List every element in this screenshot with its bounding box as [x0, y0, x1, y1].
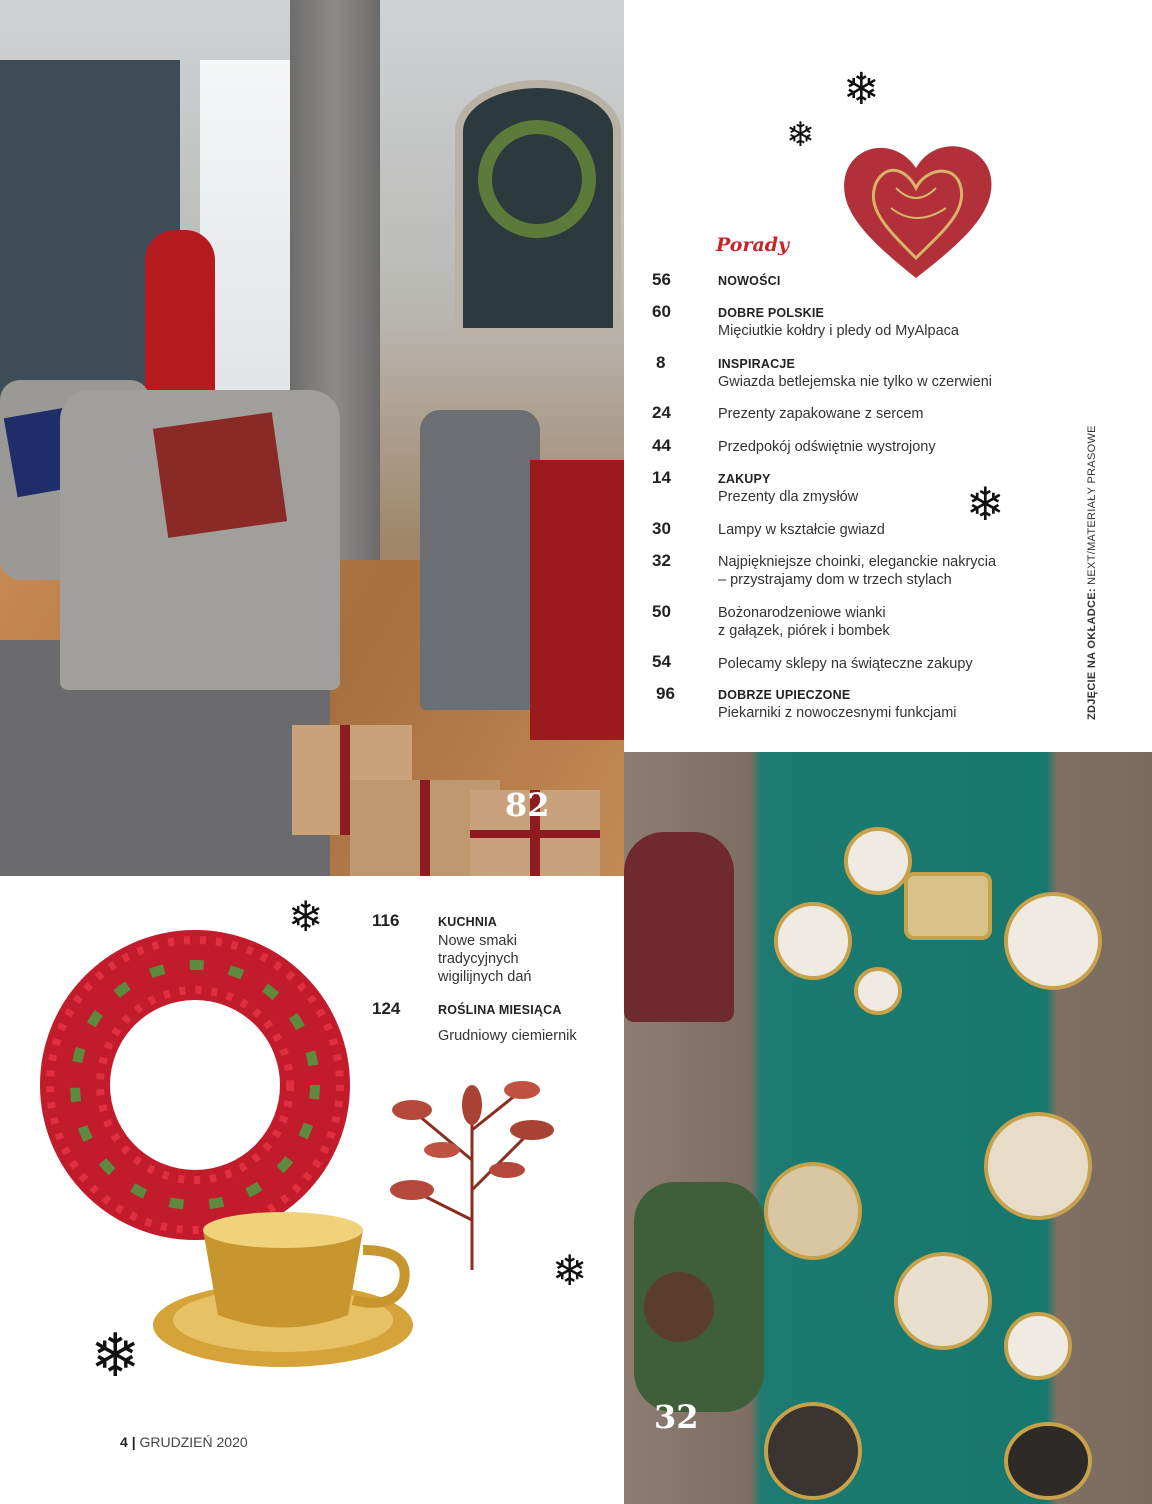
living-room-photo — [0, 0, 624, 876]
toc-page-number: 24 — [652, 403, 671, 422]
toc-page-number: 56 — [652, 270, 671, 289]
toc-page-number: 8 — [656, 353, 666, 372]
cover-photo-credit — [1086, 425, 1098, 720]
toc-page-number: 96 — [656, 684, 675, 703]
toc-description: Gwiazda betlejemska nie tylko w czerwieni — [718, 374, 992, 390]
snowflake-icon: ❄ — [786, 115, 815, 155]
photo-page-number-82: 82 — [505, 786, 550, 824]
embroidered-heart-image — [836, 128, 996, 288]
credit-label: ZDJĘCIE NA OKŁADCE: — [1086, 588, 1098, 720]
toc-description: tradycyjnych — [438, 951, 519, 967]
toc-description: Mięciutkie kołdry i pledy od MyAlpaca — [718, 323, 959, 339]
toc-page-number: 54 — [652, 652, 671, 671]
toc-description: Grudniowy ciemiernik — [438, 1028, 577, 1044]
toc-description: wigilijnych dań — [438, 969, 532, 985]
snowflake-icon: ❄ — [90, 1321, 141, 1391]
christmas-table-photo — [624, 752, 1152, 1504]
toc-heading: ROŚLINA MIESIĄCA — [438, 1003, 562, 1017]
page-number: 4 — [120, 1434, 128, 1450]
toc-description: Prezenty zapakowane z sercem — [718, 406, 924, 422]
toc-heading: ZAKUPY — [718, 472, 771, 486]
toc-heading: DOBRE POLSKIE — [718, 306, 825, 320]
toc-page-number: 116 — [372, 911, 400, 930]
toc-page-number: 44 — [652, 436, 671, 455]
credit-source: NEXT/MATERIAŁY PRASOWE — [1086, 425, 1098, 585]
toc-description: Lampy w kształcie gwiazd — [718, 522, 885, 538]
toc-page-number: 14 — [652, 468, 671, 487]
toc-heading: DOBRZE UPIECZONE — [718, 688, 851, 702]
photo-page-number-32: 32 — [654, 1398, 699, 1436]
toc-heading: NOWOŚCI — [718, 274, 781, 288]
toc-page-number: 30 — [652, 519, 671, 538]
toc-description: Piekarniki z nowoczesnymi funkcjami — [718, 705, 957, 721]
footer-separator: | — [131, 1434, 136, 1450]
section-title: Porady — [716, 234, 790, 256]
snowflake-icon: ❄ — [288, 892, 324, 941]
page-footer — [120, 1434, 248, 1450]
gold-cup-image — [148, 1205, 438, 1375]
toc-page-number: 32 — [652, 551, 671, 570]
toc-description-line2: z gałązek, piórek i bombek — [718, 623, 890, 639]
toc-description: Polecamy sklepy na świąteczne zakupy — [718, 656, 973, 672]
toc-description: Bożonarodzeniowe wianki — [718, 605, 886, 621]
toc-description: Prezenty dla zmysłów — [718, 489, 859, 505]
toc-heading: INSPIRACJE — [718, 357, 796, 371]
toc-description-line2: – przystrajamy dom w trzech stylach — [718, 572, 952, 588]
snowflake-icon: ❄ — [966, 477, 1005, 531]
toc-heading: KUCHNIA — [438, 915, 498, 929]
toc-page-number: 50 — [652, 602, 671, 621]
toc-page-number: 60 — [652, 302, 671, 321]
issue-date: GRUDZIEŃ 2020 — [139, 1434, 248, 1450]
toc-description: Najpiękniejsze choinki, eleganckie nakrycia — [718, 554, 997, 570]
toc-description: Nowe smaki — [438, 933, 517, 949]
snowflake-icon: ❄ — [843, 64, 880, 115]
berry-wreath-image — [30, 925, 360, 1245]
toc-description: Przedpokój odświętnie wystrojony — [718, 439, 936, 455]
toc-page-number: 124 — [372, 999, 401, 1018]
snowflake-icon: ❄ — [552, 1246, 588, 1295]
